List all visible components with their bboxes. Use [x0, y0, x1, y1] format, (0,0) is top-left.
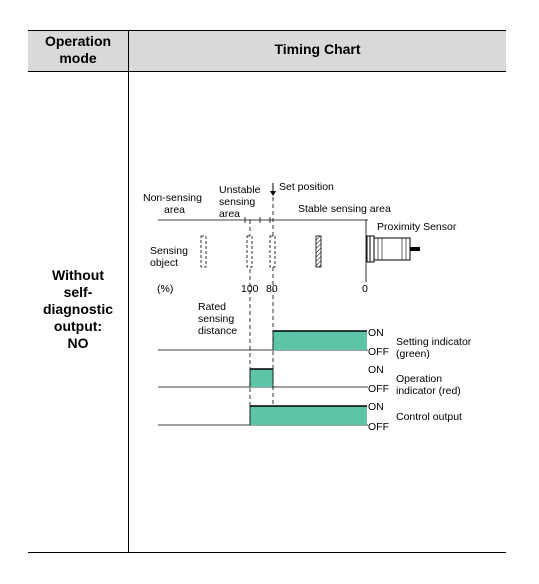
tick-0: 0 [362, 283, 368, 295]
non-sensing-label-2: area [164, 204, 186, 216]
unstable-label-3: area [219, 208, 241, 220]
operation-indicator-waveform [158, 369, 368, 387]
header-timing-chart: Timing Chart [274, 41, 361, 57]
control-on-label: ON [368, 401, 384, 413]
setting-on-label: ON [368, 327, 384, 339]
distance-guides [250, 197, 273, 425]
tick-80: 80 [266, 283, 278, 295]
setting-off-label: OFF [368, 346, 389, 358]
rated-distance-label-2: sensing [198, 313, 235, 325]
sensing-object-stable [316, 236, 321, 267]
sensing-object-set [270, 236, 275, 267]
operation-indicator-on-pulse [250, 369, 273, 387]
control-output-waveform [158, 406, 368, 425]
rated-distance-label-3: distance [198, 325, 238, 337]
mode-line4: output: [53, 318, 103, 334]
non-sensing-label-1: Non-sensing [143, 192, 202, 204]
proximity-sensor-label: Proximity Sensor [377, 221, 457, 233]
sensing-object-label-2: object [150, 257, 179, 269]
setting-indicator-label-2: (green) [396, 348, 430, 360]
operation-indicator-label-2: indicator (red) [396, 385, 461, 397]
operation-off-label: OFF [368, 383, 389, 395]
mode-line3: diagnostic [42, 301, 113, 317]
stable-label: Stable sensing area [298, 203, 391, 215]
setting-indicator-on-pulse [273, 331, 367, 350]
mode-line2: self- [63, 284, 93, 300]
control-off-label: OFF [368, 421, 389, 433]
tick-100: 100 [241, 283, 259, 295]
header-mode-line2: mode [59, 50, 97, 66]
set-position-label: Set position [279, 181, 334, 193]
unstable-label-2: sensing [219, 196, 256, 208]
sensing-object-unstable [247, 236, 252, 267]
mode-line5: NO [67, 335, 89, 351]
control-output-label: Control output [396, 411, 462, 423]
header-mode-line1: Operation [44, 33, 112, 49]
setting-indicator-waveform [158, 331, 368, 350]
sensing-object-far [201, 236, 206, 267]
control-output-on-pulse [250, 406, 367, 425]
set-position-marker [270, 183, 276, 196]
area-boundary-line [158, 217, 368, 223]
rated-distance-label-1: Rated [198, 301, 227, 313]
mode-line1: Without [52, 267, 104, 283]
operation-indicator-label-1: Operation [396, 373, 443, 385]
percent-label: (%) [157, 283, 174, 295]
unstable-label-1: Unstable [219, 184, 261, 196]
sensing-object-label-1: Sensing [150, 245, 188, 257]
operation-on-label: ON [368, 364, 384, 376]
proximity-sensor-icon [367, 236, 420, 262]
setting-indicator-label-1: Setting indicator [396, 336, 472, 348]
